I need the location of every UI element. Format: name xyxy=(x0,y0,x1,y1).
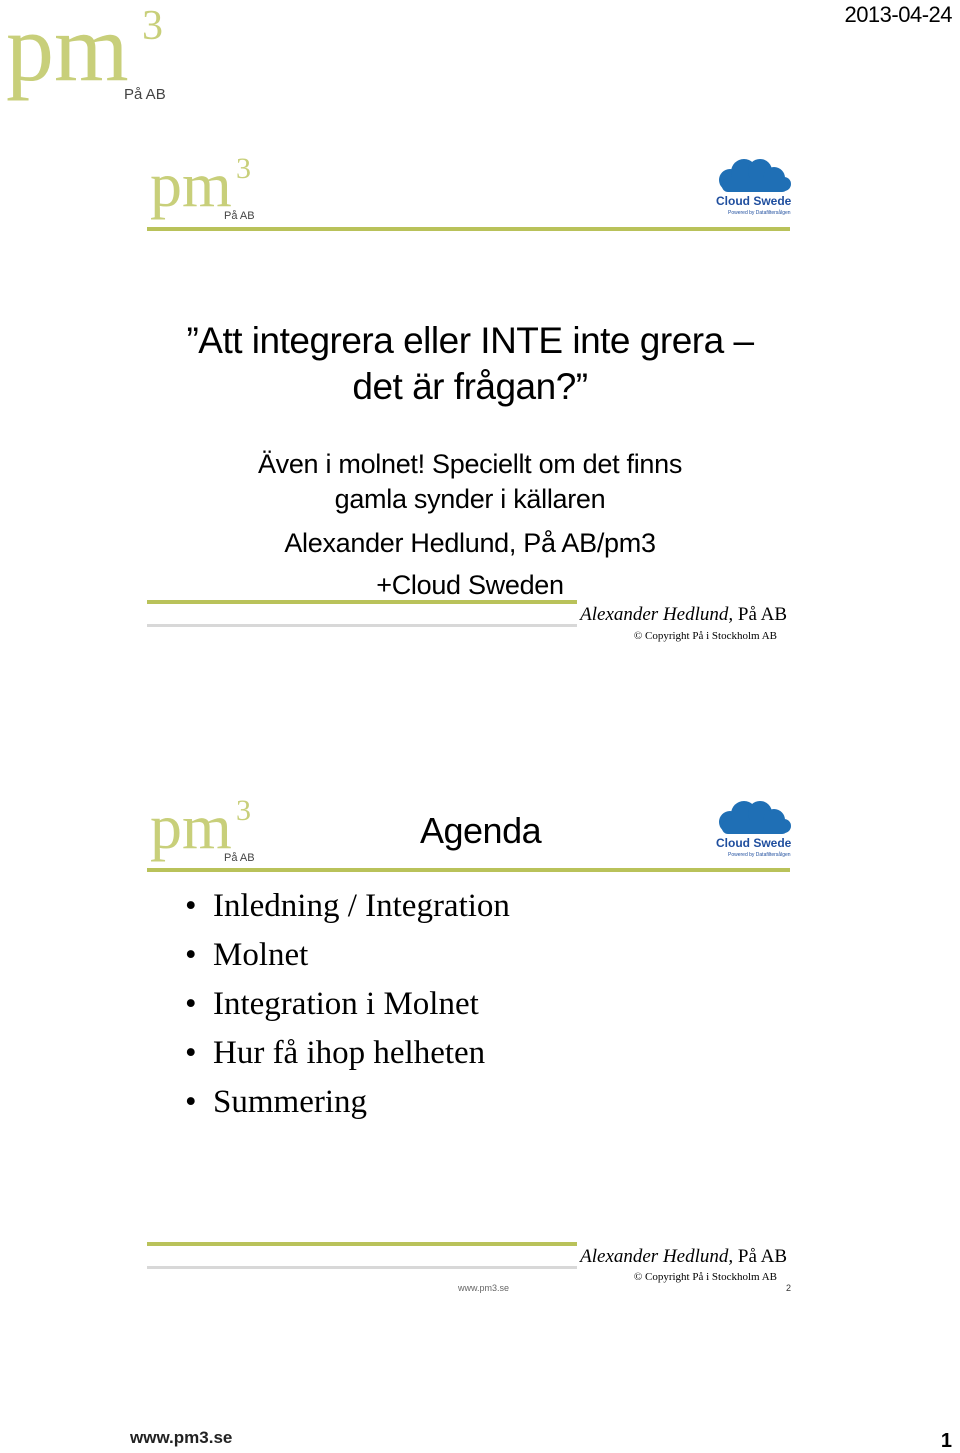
list-item-label: Molnet xyxy=(213,937,309,973)
slide-2-url: www.pm3.se xyxy=(458,1283,510,1293)
slide-1-subtitle-line1: Även i molnet! Speciellt om det finns xyxy=(257,449,683,479)
list-item xyxy=(185,1031,510,1080)
slide-1-title-line1: ”Att integrera eller INTE inte grera – xyxy=(186,320,754,361)
footer-divider-green xyxy=(147,600,577,604)
cloud-icon xyxy=(712,800,792,860)
slide-1-subtitle-line3: Alexander Hedlund, På AB/pm3 xyxy=(284,528,656,558)
author-company: På AB xyxy=(737,604,787,625)
author-name: Alexander Hedlund, xyxy=(580,604,734,625)
slide-number: 2 xyxy=(786,1283,792,1293)
cloud-sweden-logo xyxy=(712,800,792,860)
slide-1-subtitle-line4: +Cloud Sweden xyxy=(376,570,564,600)
logo-subtitle: På AB xyxy=(124,86,166,103)
list-item xyxy=(185,884,510,933)
slide-1-copyright: © Copyright På i Stockholm AB xyxy=(633,630,777,642)
author-company: På AB xyxy=(737,1246,787,1267)
slide-2-copyright: © Copyright På i Stockholm AB xyxy=(633,1271,777,1283)
list-item-label: Summering xyxy=(213,1084,367,1120)
list-item xyxy=(185,982,510,1031)
svg-text:Powered by Datafiltersålgen: Powered by Datafiltersålgen xyxy=(728,852,791,858)
agenda-title: Agenda xyxy=(420,810,542,851)
bullet-icon: • xyxy=(185,937,197,973)
logo-text: pm xyxy=(6,0,129,101)
slide-1-title-line2: det är frågan?” xyxy=(352,366,588,407)
svg-text:Cloud Sweden: Cloud Sweden xyxy=(716,194,792,208)
list-item xyxy=(185,1080,510,1129)
footer-divider-gray xyxy=(147,624,577,627)
slide-1-subtitle-line2: gamla synder i källaren xyxy=(334,484,606,514)
pm3-logo xyxy=(6,0,166,110)
agenda-list xyxy=(185,884,510,1129)
footer-divider-green xyxy=(147,1242,577,1246)
cloud-icon xyxy=(712,158,792,218)
footer-url: www.pm3.se xyxy=(130,1428,233,1447)
page-date: 2013-04-24 xyxy=(844,2,952,27)
author-name: Alexander Hedlund, xyxy=(580,1246,734,1267)
logo-superscript: 3 xyxy=(236,794,251,827)
logo-subtitle: På AB xyxy=(224,210,255,222)
bullet-icon: • xyxy=(185,986,197,1022)
list-item-label: Integration i Molnet xyxy=(213,986,479,1022)
logo-superscript: 3 xyxy=(142,3,163,49)
slide-2-pm3-logo xyxy=(150,791,260,870)
slide-2-author xyxy=(580,1246,787,1268)
page-number: 1 xyxy=(940,1430,952,1452)
slide-1-pm3-logo xyxy=(150,149,260,228)
list-item-label: Inledning / Integration xyxy=(213,888,510,924)
svg-text:Cloud Sweden: Cloud Sweden xyxy=(716,836,792,850)
logo-text: pm xyxy=(150,149,232,220)
list-item-label: Hur få ihop helheten xyxy=(213,1035,486,1071)
list-item xyxy=(185,933,510,982)
bullet-icon: • xyxy=(185,888,197,924)
logo-text: pm xyxy=(150,791,232,862)
header-divider xyxy=(147,868,790,872)
cloud-sweden-logo xyxy=(712,158,792,218)
logo-subtitle: På AB xyxy=(224,852,255,864)
logo-superscript: 3 xyxy=(236,152,251,185)
slide-1-author xyxy=(580,604,787,626)
footer-divider-gray xyxy=(147,1266,577,1269)
svg-text:Powered by Datafiltersålgen: Powered by Datafiltersålgen xyxy=(728,210,791,216)
header-divider xyxy=(147,227,790,231)
bullet-icon: • xyxy=(185,1035,197,1071)
bullet-icon: • xyxy=(185,1084,197,1120)
